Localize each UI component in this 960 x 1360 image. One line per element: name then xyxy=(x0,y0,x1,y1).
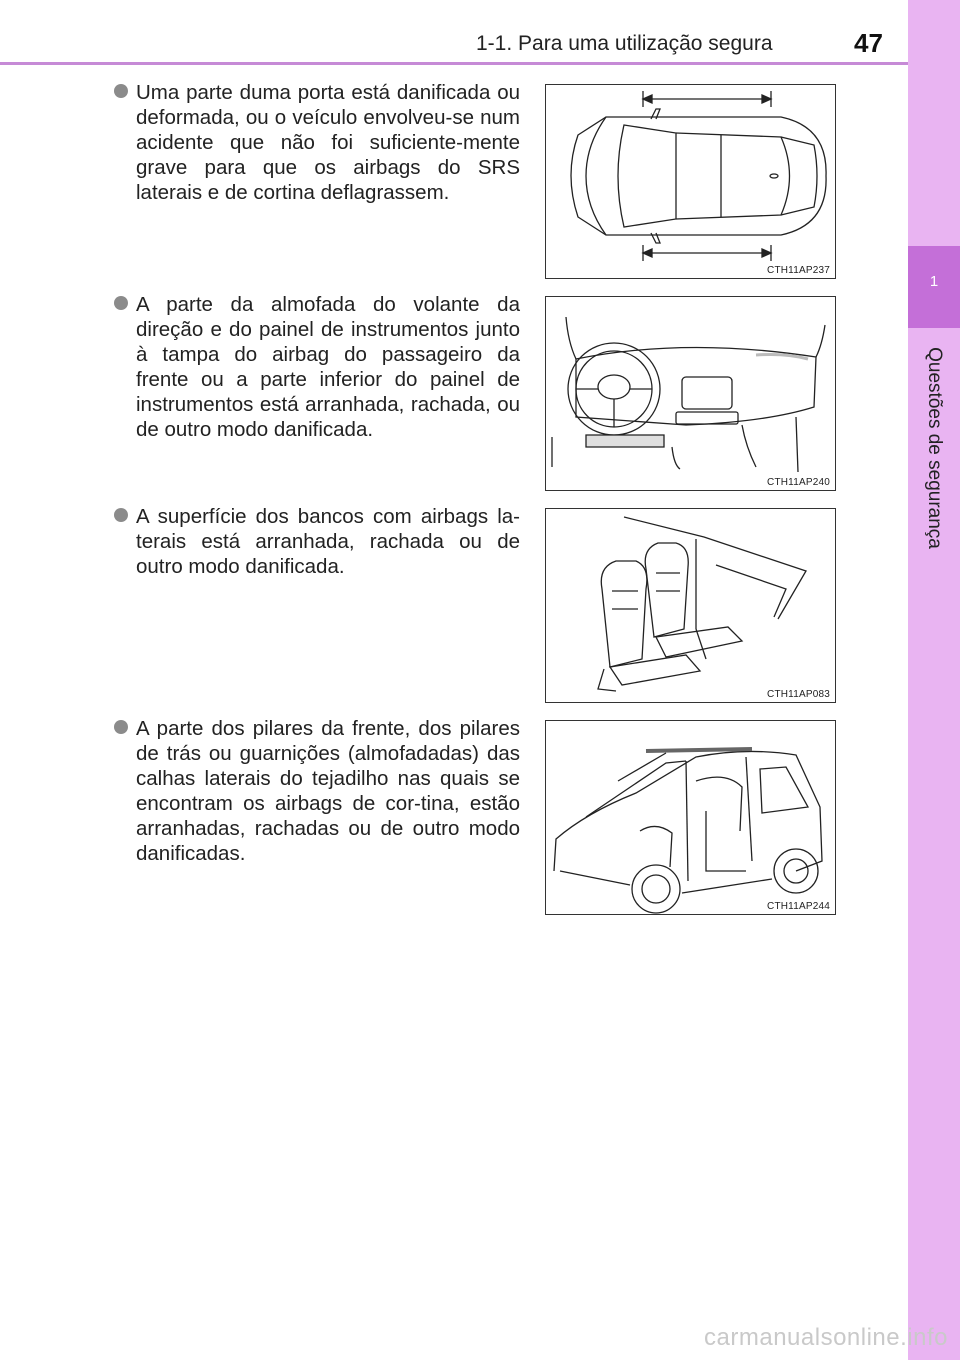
bullet-icon xyxy=(114,720,128,734)
list-item xyxy=(114,292,520,442)
section-title: 1-1. Para uma utilização segura xyxy=(476,32,773,55)
chapter-tab[interactable]: 1 xyxy=(908,246,960,328)
bullet-icon xyxy=(114,508,128,522)
bullet-icon xyxy=(114,84,128,98)
list-item xyxy=(114,80,520,205)
header-divider xyxy=(0,62,908,65)
chapter-side-strip xyxy=(908,0,960,1360)
figure-code: CTH11AP083 xyxy=(767,689,830,700)
seats-icon xyxy=(546,509,835,702)
figure-code: CTH11AP240 xyxy=(767,477,830,488)
figure-code: CTH11AP244 xyxy=(767,901,830,912)
car-side-cutaway-icon xyxy=(546,721,835,914)
figure-code: CTH11AP237 xyxy=(767,265,830,276)
figure-seats xyxy=(545,508,836,703)
item-text: Uma parte duma porta está danificada ou deformada, ou o veículo envolveu-se num acidente que não foi suficiente-mente grave para que os airbags do SRS laterais e de cortina deflagrassem. xyxy=(136,81,520,204)
chapter-title: Questões de segurança xyxy=(924,347,945,549)
page-number: 47 xyxy=(854,28,883,58)
figure-car-side-cutaway xyxy=(545,720,836,915)
watermark: carmanualsonline.info xyxy=(704,1324,948,1351)
item-text: A parte da almofada do volante da direção e do painel de instrumentos junto à tampa do airbag do passageiro da frente ou a parte inferior do painel de instrumentos está arranhada, rachada, ou de outro modo danificada. xyxy=(136,293,520,441)
figure-dashboard xyxy=(545,296,836,491)
item-text: A parte dos pilares da frente, dos pilares de trás ou guarnições (almofadadas) das calhas laterais do tejadilho nas quais se encontram os airbags de cor-tina, estão arranhadas, rachadas ou de outro modo danificadas. xyxy=(136,717,520,865)
list-item xyxy=(114,716,520,866)
car-top-view-icon xyxy=(546,85,835,278)
bullet-icon xyxy=(114,296,128,310)
figure-car-top-view xyxy=(545,84,836,279)
item-text: A superfície dos bancos com airbags la-terais está arranhada, rachada ou de outro modo danificada. xyxy=(136,505,520,578)
list-item xyxy=(114,504,520,579)
dashboard-icon xyxy=(546,297,835,490)
